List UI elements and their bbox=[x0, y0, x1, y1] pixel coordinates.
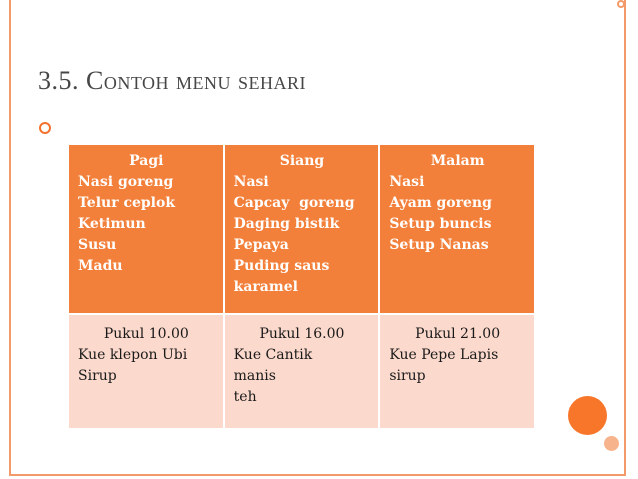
menu-item: Nasi goreng bbox=[78, 174, 174, 190]
snack-row bbox=[68, 314, 535, 429]
orange-circle-decoration bbox=[568, 396, 607, 435]
menu-item: Capcay goreng bbox=[233, 195, 355, 211]
meal-row bbox=[68, 144, 535, 314]
snack-item: Kue Pepe Lapis bbox=[389, 347, 499, 363]
menu-item: Ketimun bbox=[78, 216, 146, 232]
meal-cell-pagi bbox=[68, 144, 224, 314]
menu-item: Madu bbox=[78, 258, 123, 274]
meal-header: Malam bbox=[430, 153, 485, 169]
menu-item: Daging bistik bbox=[233, 216, 340, 232]
snack-time: Pukul 16.00 bbox=[259, 326, 345, 342]
bullet-icon bbox=[39, 122, 51, 134]
meal-cell-malam bbox=[379, 144, 535, 314]
meal-cell-siang bbox=[224, 144, 380, 314]
snack-item: Sirup bbox=[78, 368, 117, 384]
light-orange-circle-decoration bbox=[604, 436, 619, 451]
snack-cell-pagi bbox=[68, 314, 224, 429]
snack-item: Kue Cantik bbox=[233, 347, 313, 363]
menu-item: karamel bbox=[233, 279, 298, 295]
snack-time: Pukul 10.00 bbox=[103, 326, 189, 342]
menu-item: Pepaya bbox=[233, 237, 289, 253]
snack-item: teh bbox=[233, 389, 257, 405]
snack-item: manis bbox=[233, 368, 276, 384]
daily-menu-table bbox=[67, 143, 536, 430]
slide-title: 3.5. Contoh menu sehari bbox=[38, 66, 307, 95]
menu-item: Nasi bbox=[389, 174, 425, 190]
snack-time: Pukul 21.00 bbox=[415, 326, 501, 342]
menu-item: Nasi bbox=[233, 174, 269, 190]
snack-item: sirup bbox=[389, 368, 426, 384]
snack-cell-siang bbox=[224, 314, 380, 429]
menu-item: Ayam goreng bbox=[389, 195, 492, 211]
meal-header: Pagi bbox=[129, 153, 164, 169]
top-circle-decoration bbox=[617, 0, 625, 8]
menu-item: Telur ceplok bbox=[78, 195, 176, 211]
menu-item: Setup buncis bbox=[389, 216, 492, 232]
menu-item: Susu bbox=[78, 237, 117, 253]
menu-item: Puding saus bbox=[233, 258, 330, 274]
menu-item: Setup Nanas bbox=[389, 237, 489, 253]
snack-cell-malam bbox=[379, 314, 535, 429]
snack-item: Kue klepon Ubi bbox=[78, 347, 188, 363]
meal-header: Siang bbox=[279, 153, 325, 169]
